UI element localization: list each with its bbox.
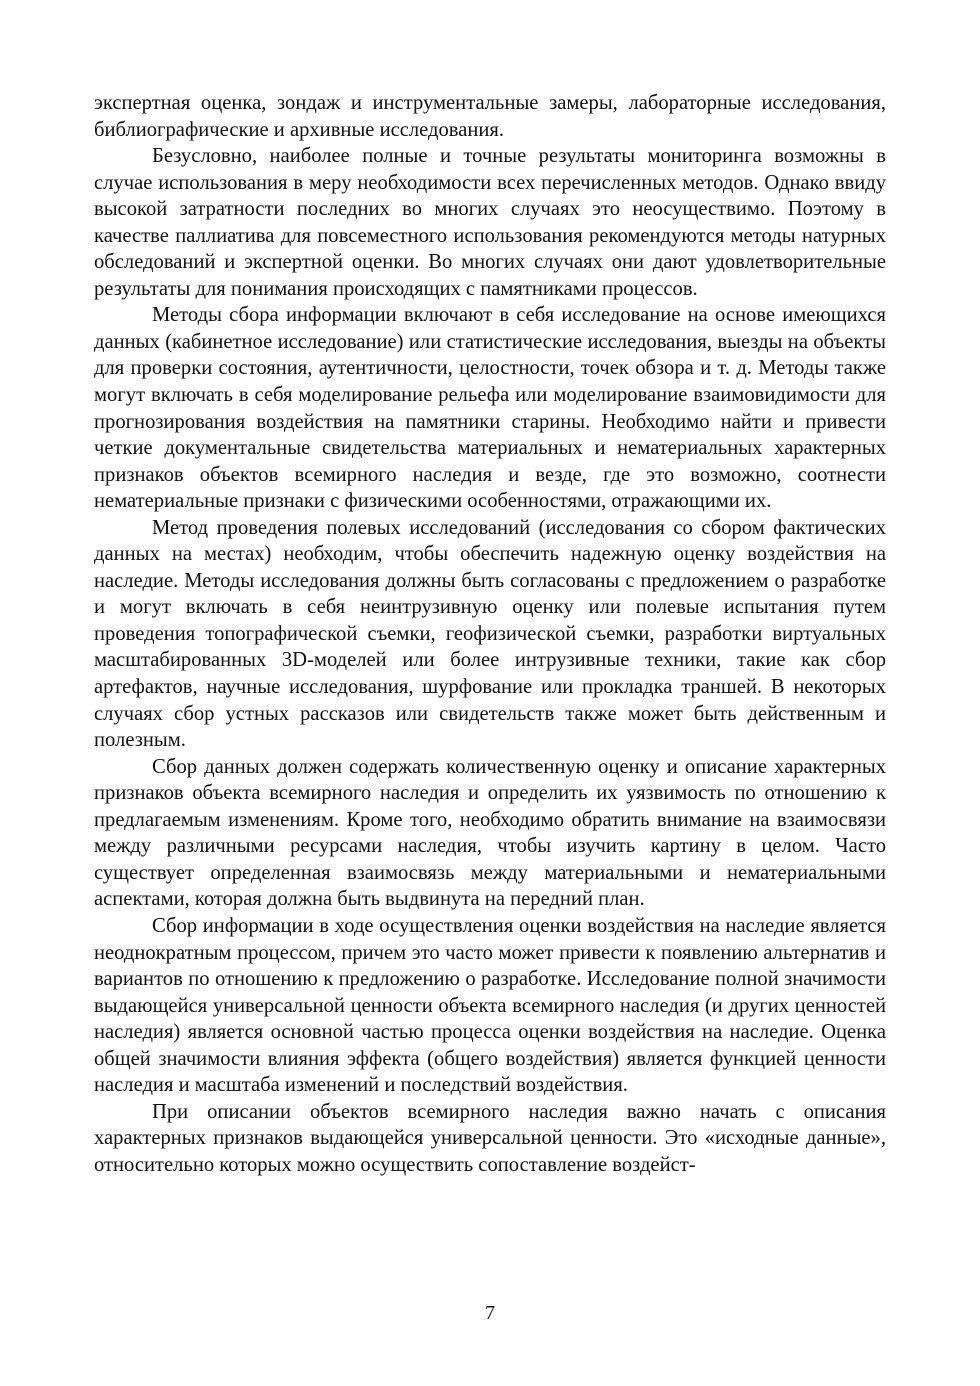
paragraph: При описании объектов всемирного наследия важно начать с описания характерных признаков выдающейся универсальной ценности. Это «исходные данные», относительно которых можно осуществить сопоставление воздейст-: [94, 1100, 886, 1176]
paragraph: Метод проведения полевых исследований (исследования со сбором фактических данных на местах) необходим, чтобы обеспечить надежную оценку воздействия на наследие. Методы исследования должны быть согласованы с предложением о разработке и могут включать в себя неинтрузивную оценку или полевые испытания путем проведения топографической съемки, геофизической съемки, разработки виртуальных масштабированных 3D-моделей или более интрузивные техники, такие как сбор артефактов, научные исследования, шурфование или прокладка траншей. В некоторых случаях сбор устных рассказов или свидетельств также может быть действенным и полезным.: [94, 516, 886, 752]
page-number: 7: [485, 1302, 495, 1324]
paragraph: Сбор данных должен содержать количественную оценку и описание характерных признаков объекта всемирного наследия и определить их уязвимость по отношению к предлагаемым изменениям. Кроме того, необходимо обратить внимание на взаимосвязи между различными ресурсами наследия, чтобы изучить картину в целом. Часто существует определенная взаимосвязь между материальными и нематериальными аспектами, которая должна быть выдвинута на передний план.: [94, 755, 886, 911]
paragraph: Безусловно, наиболее полные и точные результаты мониторинга возможны в случае использования в меру необходимости всех перечисленных методов. Однако ввиду высокой затратности последних во многих случаях это неосуществимо. Поэтому в качестве паллиатива для повсеместного использования рекомендуются методы натурных обследований и экспертной оценки. Во многих случаях они дают удовлетворительные результаты для понимания происходящих с памятниками процессов.: [94, 145, 886, 300]
body-text: [94, 90, 886, 1178]
paragraph: Сбор информации в ходе осуществления оценки воздействия на наследие является неоднократным процессом, причем это часто может привести к появлению альтернатив и вариантов по отношению к предложению о разработке. Исследование полной значимости выдающейся универсальной ценности объекта всемирного наследия (и других ценностей наследия) является основной частью процесса оценки воздействия на наследие. Оценка общей значимости влияния эффекта (общего воздействия) является функцией ценности наследия и масштаба изменений и последствий воздействия.: [94, 914, 886, 1097]
paragraph-continuation: экспертная оценка, зондаж и инструментальные замеры, лабораторные исследования, библиографические и архивные исследования.: [94, 92, 886, 141]
paragraph: Методы сбора информации включают в себя исследование на основе имеющихся данных (кабинетное исследование) или статистические исследования, выезды на объекты для проверки состояния, аутентичности, целостности, точек обзора и т. д. Методы также могут включать в себя моделирование рельефа или моделирование взаимовидимости для прогнозирования воздействия на памятники старины. Необходимо найти и привести четкие документальные свидетельства материальных и нематериальных характерных признаков объектов всемирного наследия и везде, где это возможно, соотнести нематериальные признаки с физическими особенностями, отражающими их.: [94, 304, 886, 513]
